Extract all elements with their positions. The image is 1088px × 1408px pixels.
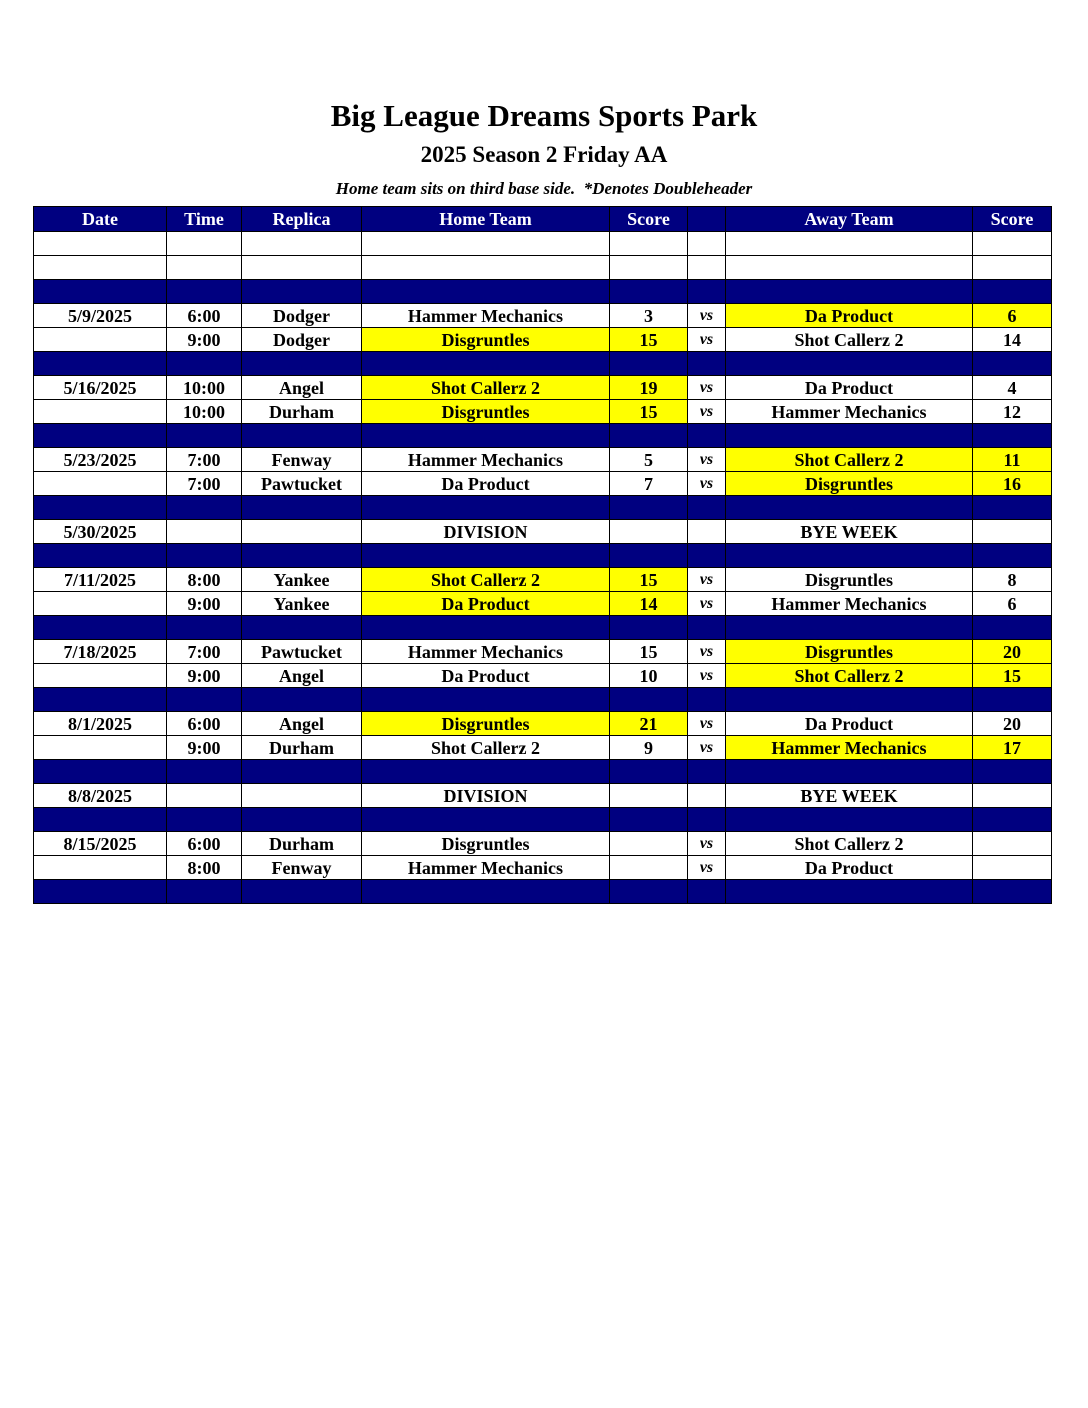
cell-away-score: 4 xyxy=(973,376,1052,400)
empty-cell-home-score xyxy=(610,496,688,520)
cell-away-team: Da Product xyxy=(726,376,973,400)
cell-date: 5/9/2025 xyxy=(34,304,167,328)
empty-cell-home-team xyxy=(362,280,610,304)
game-row xyxy=(34,784,1052,808)
empty-cell-replica xyxy=(242,880,362,904)
cell-home-team: Disgruntles xyxy=(362,712,610,736)
empty-cell-away-score xyxy=(973,256,1052,280)
cell-away-team: Da Product xyxy=(726,304,973,328)
empty-cell-home-team xyxy=(362,616,610,640)
empty-cell-replica xyxy=(242,496,362,520)
empty-cell-home-team xyxy=(362,880,610,904)
cell-replica: Durham xyxy=(242,736,362,760)
game-row xyxy=(34,472,1052,496)
cell-away-team: Shot Callerz 2 xyxy=(726,832,973,856)
cell-replica: Yankee xyxy=(242,592,362,616)
empty-cell-away-team xyxy=(726,688,973,712)
cell-replica: Pawtucket xyxy=(242,640,362,664)
column-header-date: Date xyxy=(34,207,167,232)
separator-row xyxy=(34,352,1052,376)
cell-home-score xyxy=(610,856,688,880)
cell-home-score xyxy=(610,520,688,544)
separator-row xyxy=(34,616,1052,640)
separator-row xyxy=(34,688,1052,712)
cell-home-score: 7 xyxy=(610,472,688,496)
cell-away-score: 20 xyxy=(973,640,1052,664)
cell-time: 10:00 xyxy=(167,400,242,424)
empty-cell-vs xyxy=(688,616,726,640)
empty-cell-away-score xyxy=(973,496,1052,520)
game-row xyxy=(34,400,1052,424)
empty-cell-home-score xyxy=(610,424,688,448)
empty-cell-home-team xyxy=(362,688,610,712)
cell-away-team: Hammer Mechanics xyxy=(726,592,973,616)
cell-time xyxy=(167,784,242,808)
cell-time: 10:00 xyxy=(167,376,242,400)
empty-cell-away-team xyxy=(726,256,973,280)
cell-away-team: Da Product xyxy=(726,712,973,736)
cell-vs: vs xyxy=(688,640,726,664)
cell-replica xyxy=(242,520,362,544)
game-row xyxy=(34,640,1052,664)
empty-cell-away-team xyxy=(726,424,973,448)
empty-cell-away-team xyxy=(726,352,973,376)
cell-replica: Angel xyxy=(242,664,362,688)
cell-date xyxy=(34,328,167,352)
cell-replica: Durham xyxy=(242,400,362,424)
empty-cell-replica xyxy=(242,352,362,376)
empty-cell-away-score xyxy=(973,352,1052,376)
game-row xyxy=(34,736,1052,760)
cell-replica: Yankee xyxy=(242,568,362,592)
schedule-table xyxy=(33,206,1052,904)
cell-date xyxy=(34,664,167,688)
cell-time: 9:00 xyxy=(167,736,242,760)
empty-cell-time xyxy=(167,352,242,376)
empty-cell-home-score xyxy=(610,688,688,712)
cell-time: 9:00 xyxy=(167,664,242,688)
cell-vs: vs xyxy=(688,568,726,592)
empty-cell-away-team xyxy=(726,280,973,304)
cell-replica xyxy=(242,784,362,808)
cell-replica: Angel xyxy=(242,376,362,400)
empty-cell-vs xyxy=(688,760,726,784)
cell-replica: Durham xyxy=(242,832,362,856)
empty-cell-time xyxy=(167,544,242,568)
empty-cell-away-team xyxy=(726,808,973,832)
cell-date: 8/1/2025 xyxy=(34,712,167,736)
cell-date: 7/18/2025 xyxy=(34,640,167,664)
cell-date xyxy=(34,736,167,760)
empty-cell-date xyxy=(34,616,167,640)
cell-home-score: 10 xyxy=(610,664,688,688)
cell-date: 8/15/2025 xyxy=(34,832,167,856)
empty-cell-vs xyxy=(688,880,726,904)
cell-away-score: 16 xyxy=(973,472,1052,496)
empty-cell-away-score xyxy=(973,232,1052,256)
empty-cell-away-score xyxy=(973,688,1052,712)
cell-away-score: 6 xyxy=(973,304,1052,328)
empty-cell-vs xyxy=(688,424,726,448)
cell-vs: vs xyxy=(688,712,726,736)
schedule-note: Home team sits on third base side. *Denotes Doubleheader xyxy=(335,179,753,198)
empty-cell-home-team xyxy=(362,760,610,784)
empty-cell-date xyxy=(34,352,167,376)
empty-cell-date xyxy=(34,808,167,832)
empty-cell-vs xyxy=(688,280,726,304)
empty-cell-home-team xyxy=(362,496,610,520)
empty-cell-replica xyxy=(242,544,362,568)
empty-cell-home-score xyxy=(610,232,688,256)
cell-home-score: 15 xyxy=(610,400,688,424)
cell-vs: vs xyxy=(688,376,726,400)
cell-vs: vs xyxy=(688,592,726,616)
game-row xyxy=(34,856,1052,880)
cell-time xyxy=(167,520,242,544)
cell-away-team: Hammer Mechanics xyxy=(726,400,973,424)
empty-cell-date xyxy=(34,256,167,280)
cell-home-score: 15 xyxy=(610,568,688,592)
blank-row xyxy=(34,256,1052,280)
cell-away-team: Shot Callerz 2 xyxy=(726,328,973,352)
column-header-home-score: Score xyxy=(610,207,688,232)
empty-cell-vs xyxy=(688,688,726,712)
cell-home-team: Disgruntles xyxy=(362,328,610,352)
empty-cell-home-team xyxy=(362,256,610,280)
empty-cell-away-team xyxy=(726,544,973,568)
separator-row xyxy=(34,760,1052,784)
separator-row xyxy=(34,808,1052,832)
empty-cell-replica xyxy=(242,688,362,712)
empty-cell-time xyxy=(167,880,242,904)
empty-cell-date xyxy=(34,424,167,448)
empty-cell-home-score xyxy=(610,760,688,784)
empty-cell-away-score xyxy=(973,808,1052,832)
empty-cell-replica xyxy=(242,808,362,832)
cell-away-score: 15 xyxy=(973,664,1052,688)
cell-home-team: DIVISION xyxy=(362,520,610,544)
cell-away-team: Shot Callerz 2 xyxy=(726,448,973,472)
empty-cell-replica xyxy=(242,616,362,640)
empty-cell-away-score xyxy=(973,280,1052,304)
empty-cell-home-team xyxy=(362,352,610,376)
cell-away-score xyxy=(973,520,1052,544)
cell-away-score xyxy=(973,832,1052,856)
cell-vs: vs xyxy=(688,328,726,352)
game-row xyxy=(34,664,1052,688)
empty-cell-home-score xyxy=(610,808,688,832)
empty-cell-away-score xyxy=(973,880,1052,904)
cell-home-score: 3 xyxy=(610,304,688,328)
game-row xyxy=(34,328,1052,352)
empty-cell-away-team xyxy=(726,232,973,256)
cell-away-team: Hammer Mechanics xyxy=(726,736,973,760)
cell-away-score: 20 xyxy=(973,712,1052,736)
cell-away-score: 11 xyxy=(973,448,1052,472)
game-row xyxy=(34,376,1052,400)
column-header-home-team: Home Team xyxy=(362,207,610,232)
cell-time: 8:00 xyxy=(167,568,242,592)
cell-away-score xyxy=(973,784,1052,808)
cell-away-score xyxy=(973,856,1052,880)
column-header-vs xyxy=(688,207,726,232)
empty-cell-vs xyxy=(688,256,726,280)
empty-cell-home-score xyxy=(610,256,688,280)
empty-cell-away-team xyxy=(726,760,973,784)
cell-away-score: 12 xyxy=(973,400,1052,424)
cell-home-score: 15 xyxy=(610,640,688,664)
game-row xyxy=(34,832,1052,856)
cell-vs: vs xyxy=(688,472,726,496)
game-row xyxy=(34,712,1052,736)
cell-away-score: 14 xyxy=(973,328,1052,352)
game-row xyxy=(34,448,1052,472)
page-title: Big League Dreams Sports Park xyxy=(330,98,758,133)
empty-cell-vs xyxy=(688,544,726,568)
separator-row xyxy=(34,280,1052,304)
cell-away-score: 8 xyxy=(973,568,1052,592)
empty-cell-time xyxy=(167,496,242,520)
column-header-away-score: Score xyxy=(973,207,1052,232)
cell-date xyxy=(34,400,167,424)
cell-replica: Fenway xyxy=(242,448,362,472)
cell-home-team: Da Product xyxy=(362,472,610,496)
empty-cell-time xyxy=(167,808,242,832)
cell-home-score xyxy=(610,784,688,808)
empty-cell-home-team xyxy=(362,232,610,256)
cell-home-team: Hammer Mechanics xyxy=(362,304,610,328)
cell-away-team: Disgruntles xyxy=(726,568,973,592)
cell-date: 8/8/2025 xyxy=(34,784,167,808)
cell-date: 5/16/2025 xyxy=(34,376,167,400)
column-header-away-team: Away Team xyxy=(726,207,973,232)
cell-away-score: 17 xyxy=(973,736,1052,760)
cell-home-team: Disgruntles xyxy=(362,400,610,424)
empty-cell-away-team xyxy=(726,616,973,640)
empty-cell-date xyxy=(34,496,167,520)
cell-replica: Angel xyxy=(242,712,362,736)
cell-home-team: Da Product xyxy=(362,592,610,616)
empty-cell-away-score xyxy=(973,424,1052,448)
cell-vs: vs xyxy=(688,304,726,328)
cell-time: 7:00 xyxy=(167,448,242,472)
cell-home-score: 14 xyxy=(610,592,688,616)
cell-home-team: Da Product xyxy=(362,664,610,688)
column-header-replica: Replica xyxy=(242,207,362,232)
empty-cell-date xyxy=(34,232,167,256)
empty-cell-vs xyxy=(688,808,726,832)
empty-cell-replica xyxy=(242,424,362,448)
cell-date: 5/23/2025 xyxy=(34,448,167,472)
cell-replica: Dodger xyxy=(242,304,362,328)
cell-time: 6:00 xyxy=(167,712,242,736)
empty-cell-away-score xyxy=(973,616,1052,640)
blank-row xyxy=(34,232,1052,256)
empty-cell-date xyxy=(34,688,167,712)
empty-cell-date xyxy=(34,760,167,784)
separator-row xyxy=(34,424,1052,448)
empty-cell-home-team xyxy=(362,424,610,448)
cell-home-team: DIVISION xyxy=(362,784,610,808)
game-row xyxy=(34,568,1052,592)
cell-vs: vs xyxy=(688,400,726,424)
game-row xyxy=(34,520,1052,544)
empty-cell-away-score xyxy=(973,760,1052,784)
cell-vs: vs xyxy=(688,832,726,856)
header-row xyxy=(34,207,1052,232)
separator-row xyxy=(34,496,1052,520)
empty-cell-replica xyxy=(242,256,362,280)
empty-cell-time xyxy=(167,760,242,784)
empty-cell-away-team xyxy=(726,880,973,904)
cell-home-score: 15 xyxy=(610,328,688,352)
empty-cell-home-score xyxy=(610,352,688,376)
cell-home-team: Disgruntles xyxy=(362,832,610,856)
cell-away-team: BYE WEEK xyxy=(726,784,973,808)
empty-cell-replica xyxy=(242,760,362,784)
separator-row xyxy=(34,544,1052,568)
cell-date xyxy=(34,592,167,616)
cell-away-team: Shot Callerz 2 xyxy=(726,664,973,688)
cell-time: 9:00 xyxy=(167,328,242,352)
empty-cell-replica xyxy=(242,232,362,256)
cell-home-team: Shot Callerz 2 xyxy=(362,736,610,760)
cell-time: 7:00 xyxy=(167,640,242,664)
cell-vs: vs xyxy=(688,856,726,880)
empty-cell-home-team xyxy=(362,808,610,832)
empty-cell-date xyxy=(34,544,167,568)
cell-home-team: Hammer Mechanics xyxy=(362,856,610,880)
empty-cell-home-score xyxy=(610,880,688,904)
empty-cell-time xyxy=(167,280,242,304)
empty-cell-date xyxy=(34,280,167,304)
empty-cell-vs xyxy=(688,496,726,520)
cell-home-score: 19 xyxy=(610,376,688,400)
empty-cell-time xyxy=(167,256,242,280)
page-subtitle: 2025 Season 2 Friday AA xyxy=(420,142,668,167)
column-header-time: Time xyxy=(167,207,242,232)
cell-home-score: 9 xyxy=(610,736,688,760)
cell-away-team: Disgruntles xyxy=(726,640,973,664)
empty-cell-time xyxy=(167,616,242,640)
cell-replica: Pawtucket xyxy=(242,472,362,496)
cell-home-team: Hammer Mechanics xyxy=(362,640,610,664)
cell-time: 9:00 xyxy=(167,592,242,616)
separator-row xyxy=(34,880,1052,904)
empty-cell-time xyxy=(167,424,242,448)
cell-home-score: 21 xyxy=(610,712,688,736)
cell-home-team: Hammer Mechanics xyxy=(362,448,610,472)
cell-home-team: Shot Callerz 2 xyxy=(362,568,610,592)
empty-cell-vs xyxy=(688,352,726,376)
cell-home-score xyxy=(610,832,688,856)
empty-cell-home-score xyxy=(610,616,688,640)
game-row xyxy=(34,592,1052,616)
cell-vs: vs xyxy=(688,664,726,688)
empty-cell-vs xyxy=(688,232,726,256)
empty-cell-home-score xyxy=(610,544,688,568)
cell-replica: Dodger xyxy=(242,328,362,352)
cell-home-score: 5 xyxy=(610,448,688,472)
cell-vs: vs xyxy=(688,736,726,760)
empty-cell-time xyxy=(167,688,242,712)
empty-cell-away-score xyxy=(973,544,1052,568)
empty-cell-home-team xyxy=(362,544,610,568)
cell-vs: vs xyxy=(688,448,726,472)
cell-time: 6:00 xyxy=(167,832,242,856)
cell-date xyxy=(34,856,167,880)
cell-away-team: Da Product xyxy=(726,856,973,880)
cell-home-team: Shot Callerz 2 xyxy=(362,376,610,400)
cell-away-score: 6 xyxy=(973,592,1052,616)
cell-time: 7:00 xyxy=(167,472,242,496)
empty-cell-date xyxy=(34,880,167,904)
empty-cell-away-team xyxy=(726,496,973,520)
empty-cell-time xyxy=(167,232,242,256)
cell-time: 6:00 xyxy=(167,304,242,328)
cell-away-team: BYE WEEK xyxy=(726,520,973,544)
cell-away-team: Disgruntles xyxy=(726,472,973,496)
empty-cell-replica xyxy=(242,280,362,304)
cell-date: 5/30/2025 xyxy=(34,520,167,544)
cell-time: 8:00 xyxy=(167,856,242,880)
cell-vs xyxy=(688,784,726,808)
cell-vs xyxy=(688,520,726,544)
empty-cell-home-score xyxy=(610,280,688,304)
game-row xyxy=(34,304,1052,328)
cell-date: 7/11/2025 xyxy=(34,568,167,592)
cell-date xyxy=(34,472,167,496)
cell-replica: Fenway xyxy=(242,856,362,880)
